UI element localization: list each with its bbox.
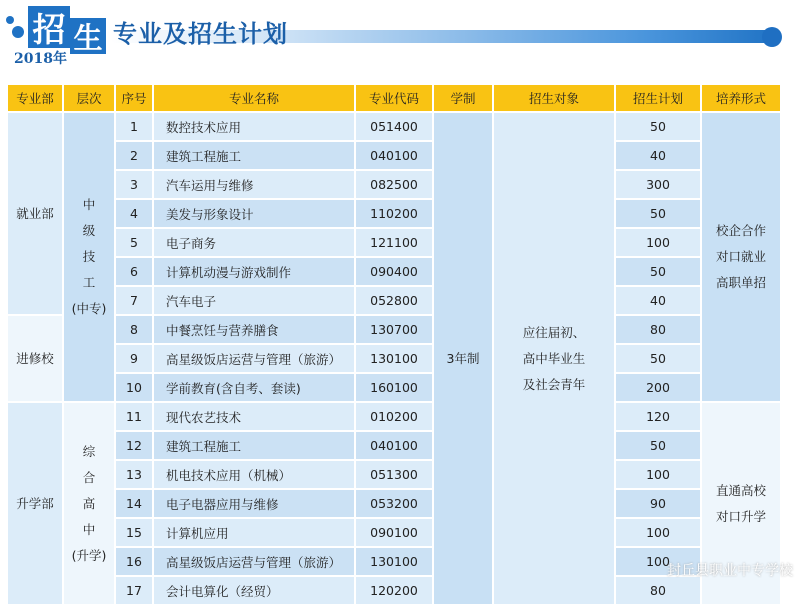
level-cell: 中 级 技 工 (中专)	[63, 112, 115, 402]
col-header-training: 培养形式	[701, 84, 781, 112]
enrollment-table	[6, 83, 782, 606]
row-number: 2	[115, 141, 153, 170]
major-name: 汽车运用与维修	[153, 170, 355, 199]
col-header-department: 专业部	[7, 84, 63, 112]
major-name: 建筑工程施工	[153, 431, 355, 460]
enroll-plan: 50	[615, 344, 701, 373]
major-code: 010200	[355, 402, 433, 431]
badge-char-sheng: 生	[70, 18, 106, 54]
major-code: 040100	[355, 141, 433, 170]
table-row	[7, 141, 781, 170]
row-number: 8	[115, 315, 153, 344]
table-row	[7, 170, 781, 199]
enroll-plan: 40	[615, 286, 701, 315]
row-number: 7	[115, 286, 153, 315]
major-name: 学前教育(含自考、套读)	[153, 373, 355, 402]
enroll-plan: 80	[615, 576, 701, 605]
major-name: 汽车电子	[153, 286, 355, 315]
col-header-duration: 学制	[433, 84, 493, 112]
table-row	[7, 547, 781, 576]
row-number: 14	[115, 489, 153, 518]
major-code: 052800	[355, 286, 433, 315]
level-cell: 综 合 高 中 (升学)	[63, 402, 115, 605]
row-number: 11	[115, 402, 153, 431]
badge-char-zhao: 招	[28, 6, 70, 48]
table-row	[7, 373, 781, 402]
major-code: 130700	[355, 315, 433, 344]
table-row	[7, 518, 781, 547]
enroll-plan: 120	[615, 402, 701, 431]
major-name: 数控技术应用	[153, 112, 355, 141]
major-name: 计算机动漫与游戏制作	[153, 257, 355, 286]
decor-dot-small	[6, 16, 14, 24]
department-cell: 升学部	[7, 402, 63, 605]
major-name: 电子商务	[153, 228, 355, 257]
major-code: 051400	[355, 112, 433, 141]
table-row	[7, 460, 781, 489]
major-code: 160100	[355, 373, 433, 402]
major-name: 电子电器应用与维修	[153, 489, 355, 518]
col-header-plan: 招生计划	[615, 84, 701, 112]
row-number: 9	[115, 344, 153, 373]
enroll-plan: 90	[615, 489, 701, 518]
duration-cell: 3年制	[433, 112, 493, 605]
department-cell: 就业部	[7, 112, 63, 315]
row-number: 4	[115, 199, 153, 228]
header-end-ball	[762, 27, 782, 47]
enroll-plan: 200	[615, 373, 701, 402]
enroll-plan: 50	[615, 199, 701, 228]
table-row	[7, 315, 781, 344]
page-header	[0, 0, 797, 70]
major-name: 高星级饭店运营与管理（旅游）	[153, 547, 355, 576]
col-header-major-code: 专业代码	[355, 84, 433, 112]
major-code: 090400	[355, 257, 433, 286]
major-name: 中餐烹饪与营养膳食	[153, 315, 355, 344]
training-cell: 校企合作 对口就业 高职单招	[701, 112, 781, 402]
col-header-target: 招生对象	[493, 84, 615, 112]
major-name: 美发与形象设计	[153, 199, 355, 228]
major-name: 会计电算化（经贸）	[153, 576, 355, 605]
major-name: 高星级饭店运营与管理（旅游）	[153, 344, 355, 373]
table-row	[7, 112, 781, 141]
enroll-plan: 100	[615, 547, 701, 576]
major-code: 121100	[355, 228, 433, 257]
major-name: 机电技术应用（机械）	[153, 460, 355, 489]
table-row	[7, 402, 781, 431]
table-header-row	[7, 84, 781, 112]
row-number: 13	[115, 460, 153, 489]
col-header-number: 序号	[115, 84, 153, 112]
year-label: 2018年	[14, 51, 67, 67]
major-code: 130100	[355, 547, 433, 576]
enroll-plan: 300	[615, 170, 701, 199]
table-row	[7, 344, 781, 373]
decor-dot-large	[12, 26, 24, 38]
enroll-plan: 40	[615, 141, 701, 170]
major-code: 082500	[355, 170, 433, 199]
table-row	[7, 228, 781, 257]
major-name: 现代农艺技术	[153, 402, 355, 431]
enroll-plan: 100	[615, 228, 701, 257]
row-number: 5	[115, 228, 153, 257]
enroll-plan: 50	[615, 257, 701, 286]
row-number: 17	[115, 576, 153, 605]
enroll-plan: 50	[615, 431, 701, 460]
major-name: 计算机应用	[153, 518, 355, 547]
row-number: 15	[115, 518, 153, 547]
row-number: 1	[115, 112, 153, 141]
major-code: 130100	[355, 344, 433, 373]
enroll-plan: 50	[615, 112, 701, 141]
row-number: 10	[115, 373, 153, 402]
table-row	[7, 257, 781, 286]
major-name: 建筑工程施工	[153, 141, 355, 170]
major-code: 110200	[355, 199, 433, 228]
training-cell: 直通高校 对口升学	[701, 402, 781, 605]
enroll-plan: 100	[615, 460, 701, 489]
major-code: 040100	[355, 431, 433, 460]
page-title: 专业及招生计划	[113, 19, 288, 48]
row-number: 16	[115, 547, 153, 576]
row-number: 3	[115, 170, 153, 199]
row-number: 12	[115, 431, 153, 460]
major-code: 120200	[355, 576, 433, 605]
enroll-plan: 80	[615, 315, 701, 344]
table-row	[7, 489, 781, 518]
major-code: 051300	[355, 460, 433, 489]
enroll-plan: 100	[615, 518, 701, 547]
col-header-major-name: 专业名称	[153, 84, 355, 112]
target-cell: 应往届初、 高中毕业生 及社会青年	[493, 112, 615, 605]
major-code: 053200	[355, 489, 433, 518]
col-header-level: 层次	[63, 84, 115, 112]
table-row	[7, 286, 781, 315]
department-cell: 进修校	[7, 315, 63, 402]
major-code: 090100	[355, 518, 433, 547]
table-row	[7, 199, 781, 228]
table-row	[7, 576, 781, 605]
table-row	[7, 431, 781, 460]
watermark-text: 封丘县职业中专学校	[667, 563, 793, 579]
row-number: 6	[115, 257, 153, 286]
